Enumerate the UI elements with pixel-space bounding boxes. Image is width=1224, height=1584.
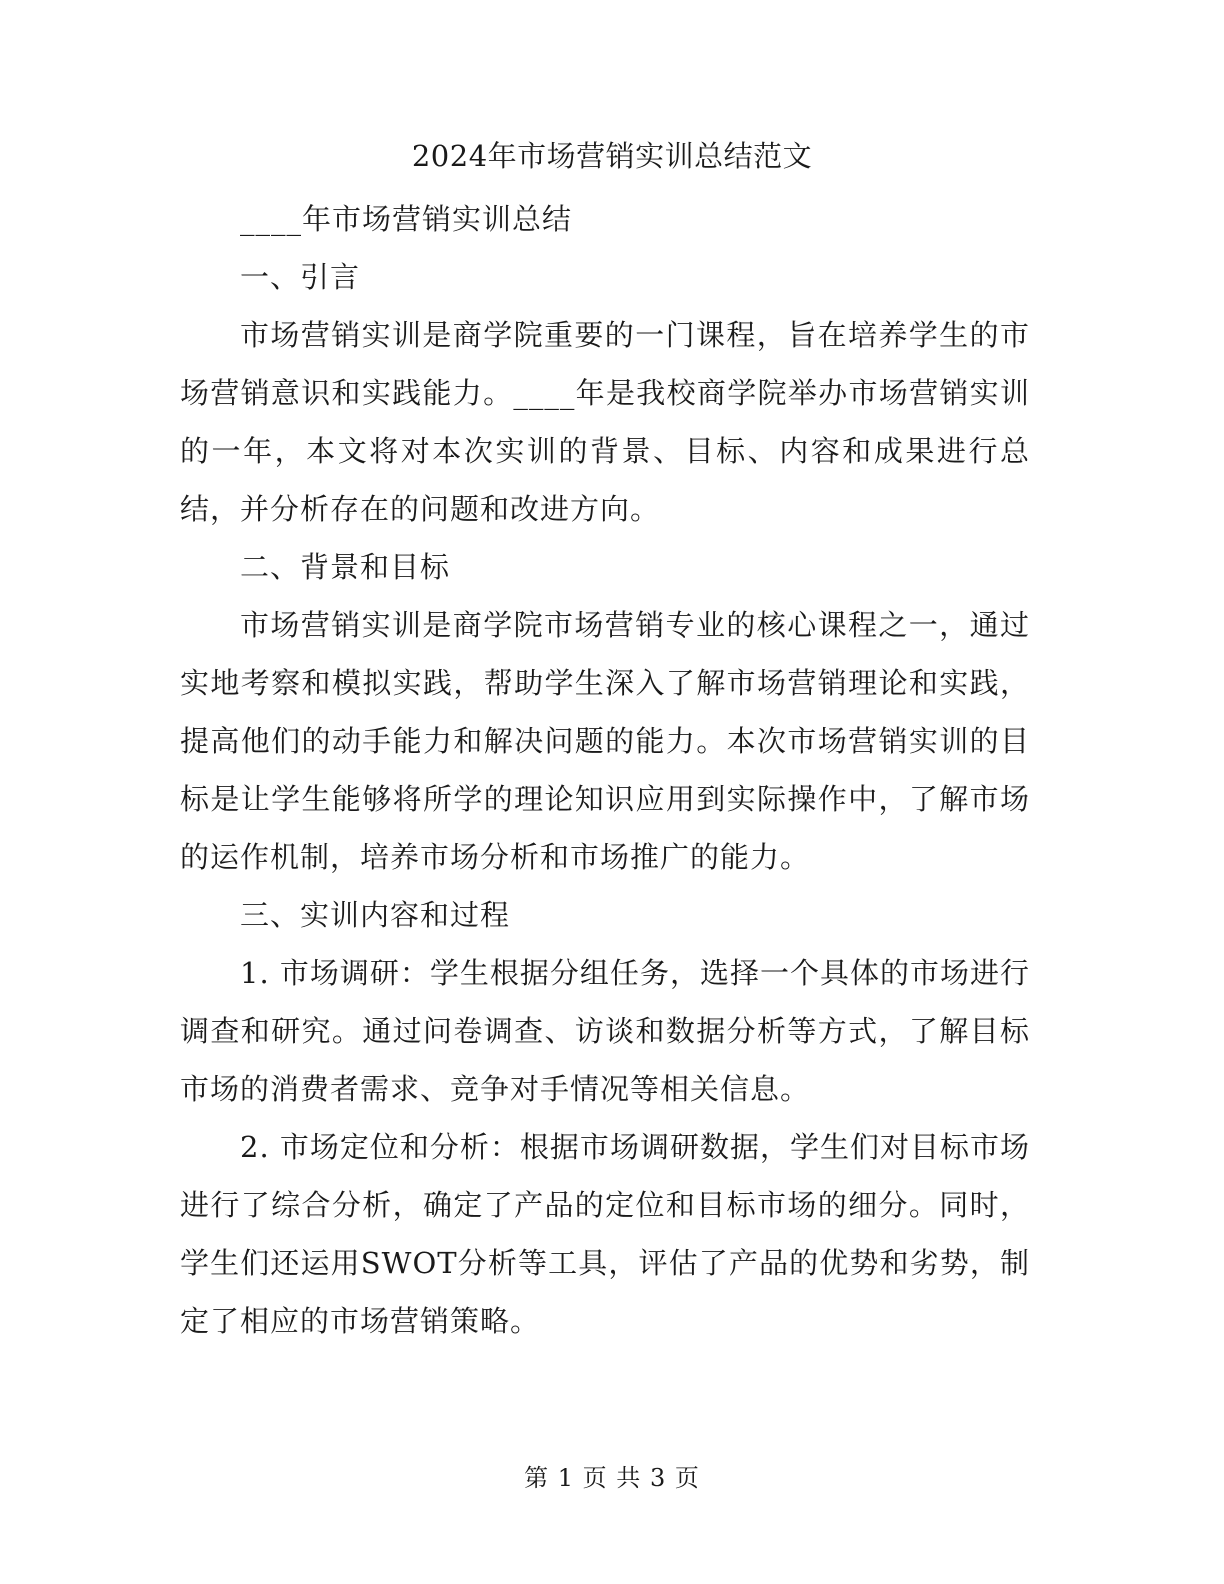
section-heading-introduction: 一、引言	[240, 260, 361, 294]
document-body	[180, 190, 1030, 1350]
section-heading-background: 二、背景和目标	[240, 550, 451, 584]
document-title: 2024年市场营销实训总结范文	[411, 139, 813, 173]
content-item-1: 1. 市场调研：学生根据分组任务，选择一个具体的市场进行调查和研究。通过问卷调查、访谈和数据分析等方式，了解目标市场的消费者需求、竞争对手情况等相关信息。	[180, 956, 1030, 1106]
background-paragraph: 市场营销实训是商学院市场营销专业的核心课程之一，通过实地考察和模拟实践，帮助学生深入了解市场营销理论和实践，提高他们的动手能力和解决问题的能力。本次市场营销实训的目标是让学生能够将所学的理论知识应用到实际操作中，了解市场的运作机制，培养市场分析和市场推广的能力。	[180, 608, 1030, 874]
subtitle-paragraph: ____年市场营销实训总结	[240, 202, 573, 236]
page-footer: 第 1 页 共 3 页	[524, 1464, 700, 1492]
introduction-paragraph: 市场营销实训是商学院重要的一门课程，旨在培养学生的市场营销意识和实践能力。____年是我校商学院举办市场营销实训的一年，本文将对本次实训的背景、目标、内容和成果进行总结，并分析存在的问题和改进方向。	[180, 318, 1030, 526]
content-item-2: 2. 市场定位和分析：根据市场调研数据，学生们对目标市场进行了综合分析，确定了产品的定位和目标市场的细分。同时，学生们还运用SWOT分析等工具，评估了产品的优势和劣势，制定了相应的市场营销策略。	[180, 1130, 1030, 1338]
section-heading-content: 三、实训内容和过程	[240, 898, 511, 932]
